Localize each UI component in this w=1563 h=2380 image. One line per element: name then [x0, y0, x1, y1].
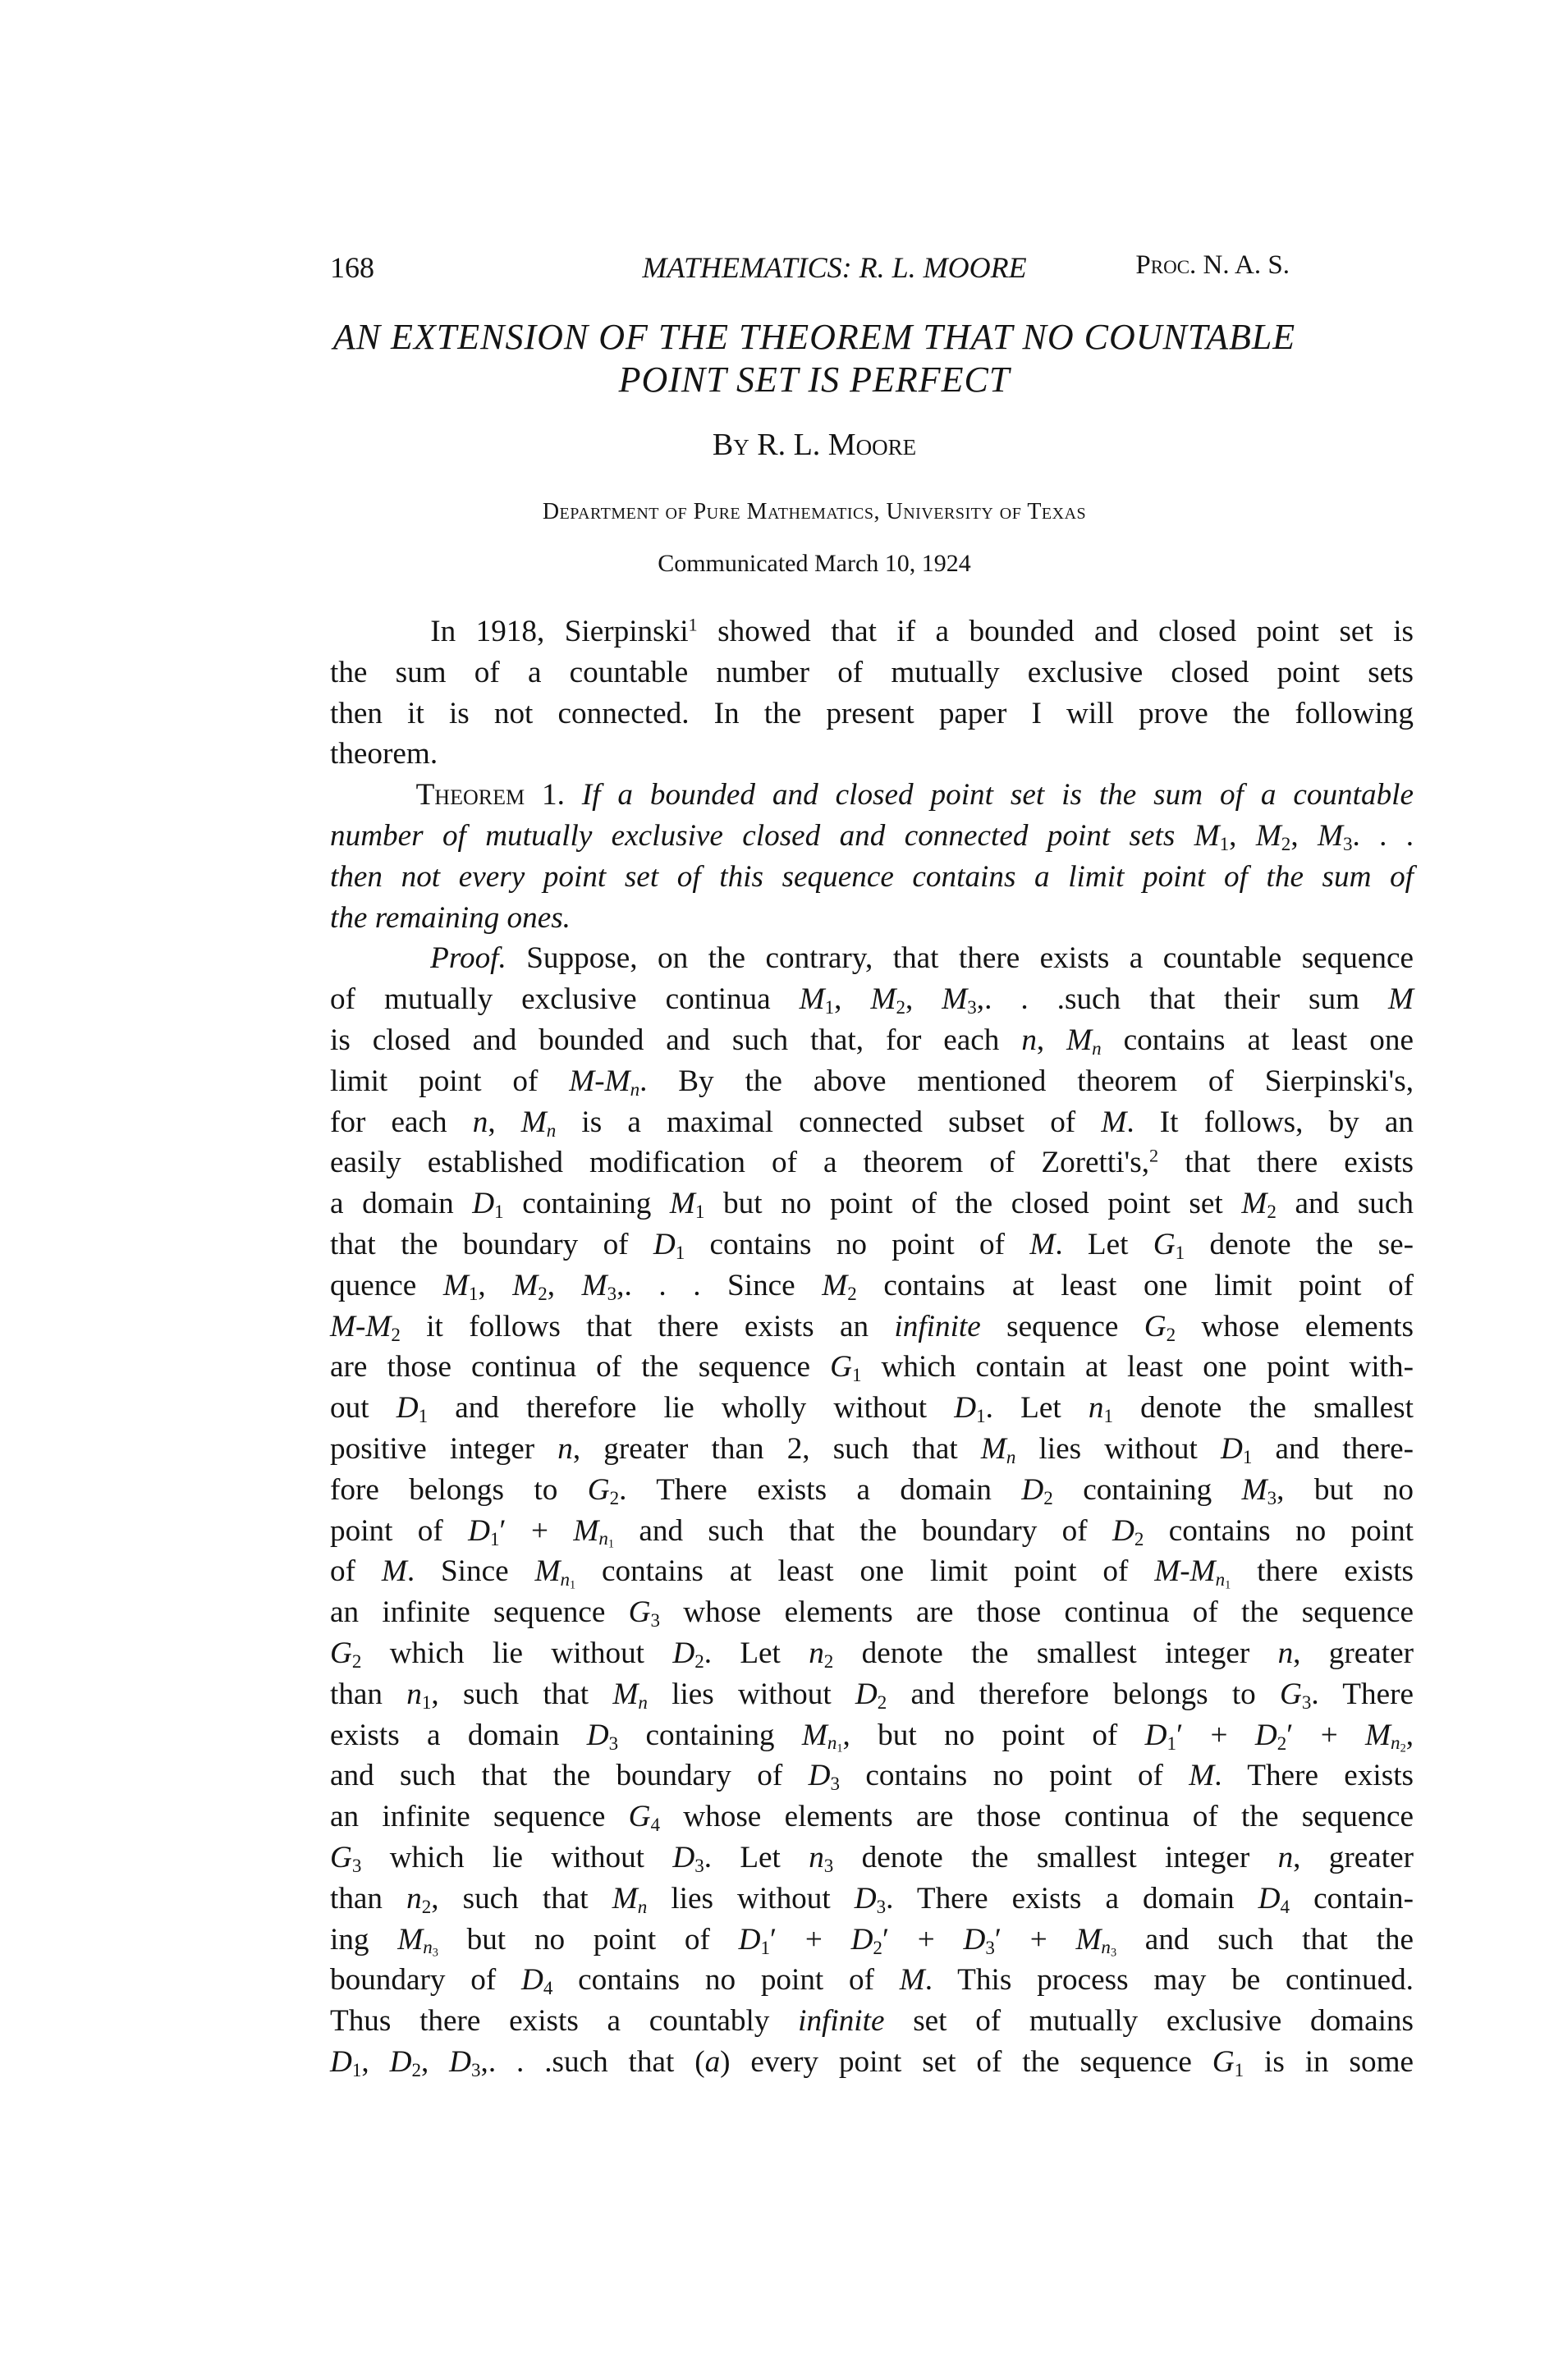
article-title — [312, 316, 1317, 401]
theorem-1: Theorem 1. If a bounded and closed point set is the sum of a countable number of mutually exclusive closed and connected point sets $M_1$, $M_2$, $M_3$. . . then not every point set of this sequence contains a limit point of the sum of the remaining ones. — [330, 778, 1414, 935]
article-body — [330, 611, 1414, 2083]
intro-paragraph: In 1918, Sierpinski$^1$ showed that if a bounded and closed point set is the sum of a countable number of mutually exclusive closed point sets then it is not connected. In the present paper I will prove the following theorem. — [330, 614, 1414, 771]
proof-paragraph: Proof. Suppose, on the contrary, that there exists a countable sequence of mutually exclusive continua $M_1$, $M_2$, $M_3$,. . .such that their sum M is closed and bounded and such that, for each n, $M_n$ contains at least one limit point of $M-M_n$. By the above mentioned theorem of Sierpinski's, for each n, $M_n$ is a maximal connected subset of M. It follows, by an easily established modification of a theorem of Zoretti's,$^2$ that there exists a domain $D_1$ containing $M_1$ but no point of the closed point set $M_2$ and such that the boundary of $D_1$ contains no point of M. Let $G_1$ denote the se- quence $M_1$, $M_2$, $M_3$,. . . Since $M_2$ contains at least one limit point of $M-M_2$ it follows that there exists an infinite sequence $G_2$ whose elements are those continua of the sequence $G_1$ which contain at least one point with- out $D_1$ and therefore lie wholly without $D_1$. Let $n_1$ denote the smallest positive integer n, greater than 2, such that $M_n$ lies without $D_1$ and there- fore belongs to $G_2$. There exists a domain $D_2$ containing $M_3$, but no point of $D_1' + M_{n_1}$ and such that the boundary of $D_2$ contains no point of M. Since $M_{n_1}$ contains at least one limit point of $M-M_{n_1}$ there exists an infinite sequence $G_3$ whose elements are those continua of the sequence $G_2$ which lie without $D_2$. Let $n_2$ denote the smallest integer n, greater than $n_1$, such that $M_n$ lies without $D_2$ and therefore belongs to $G_3$. There exists a domain $D_3$ containing $M_{n_1}$, but no point of $D_1' + D_2' + M_{n_2}$, and such that the boundary of $D_3$ contains no point of M. There exists an infinite sequence $G_4$ whose elements are those continua of the sequence $G_3$ which lie without $D_3$. Let $n_3$ denote the smallest integer n, greater than $n_2$, such that $M_n$ lies without $D_3$. There exists a domain $D_4$ contain- ing $M_{n_3}$ but no point of $D_1' + D_2' + D_3' + M_{n_3}$ and such that the boundary of $D_4$ contains no point of M. This process may be continued. Thus there exists a countably infinite set of mutually exclusive domains $D_1$, $D_2$, $D_3$,. . .such that (a) every point set of the sequence $G_1$ is in some — [330, 941, 1414, 2080]
title-line-2: POINT SET IS PERFECT — [618, 359, 1011, 400]
title-line-1: AN EXTENSION OF THE THEOREM THAT NO COUNTABLE — [332, 317, 1296, 357]
author-affiliation: Department of Pure Mathematics, University of Texas — [542, 499, 1087, 524]
author-byline: By R. L. Moore — [712, 428, 917, 462]
communicated-date: Communicated March 10, 1924 — [658, 550, 971, 577]
running-head — [330, 250, 1290, 291]
running-title: MATHEMATICS: R. L. MOORE — [642, 251, 1027, 284]
journal-abbreviation: Proc. N. A. S. — [1135, 250, 1290, 280]
page-number: 168 — [330, 251, 374, 284]
